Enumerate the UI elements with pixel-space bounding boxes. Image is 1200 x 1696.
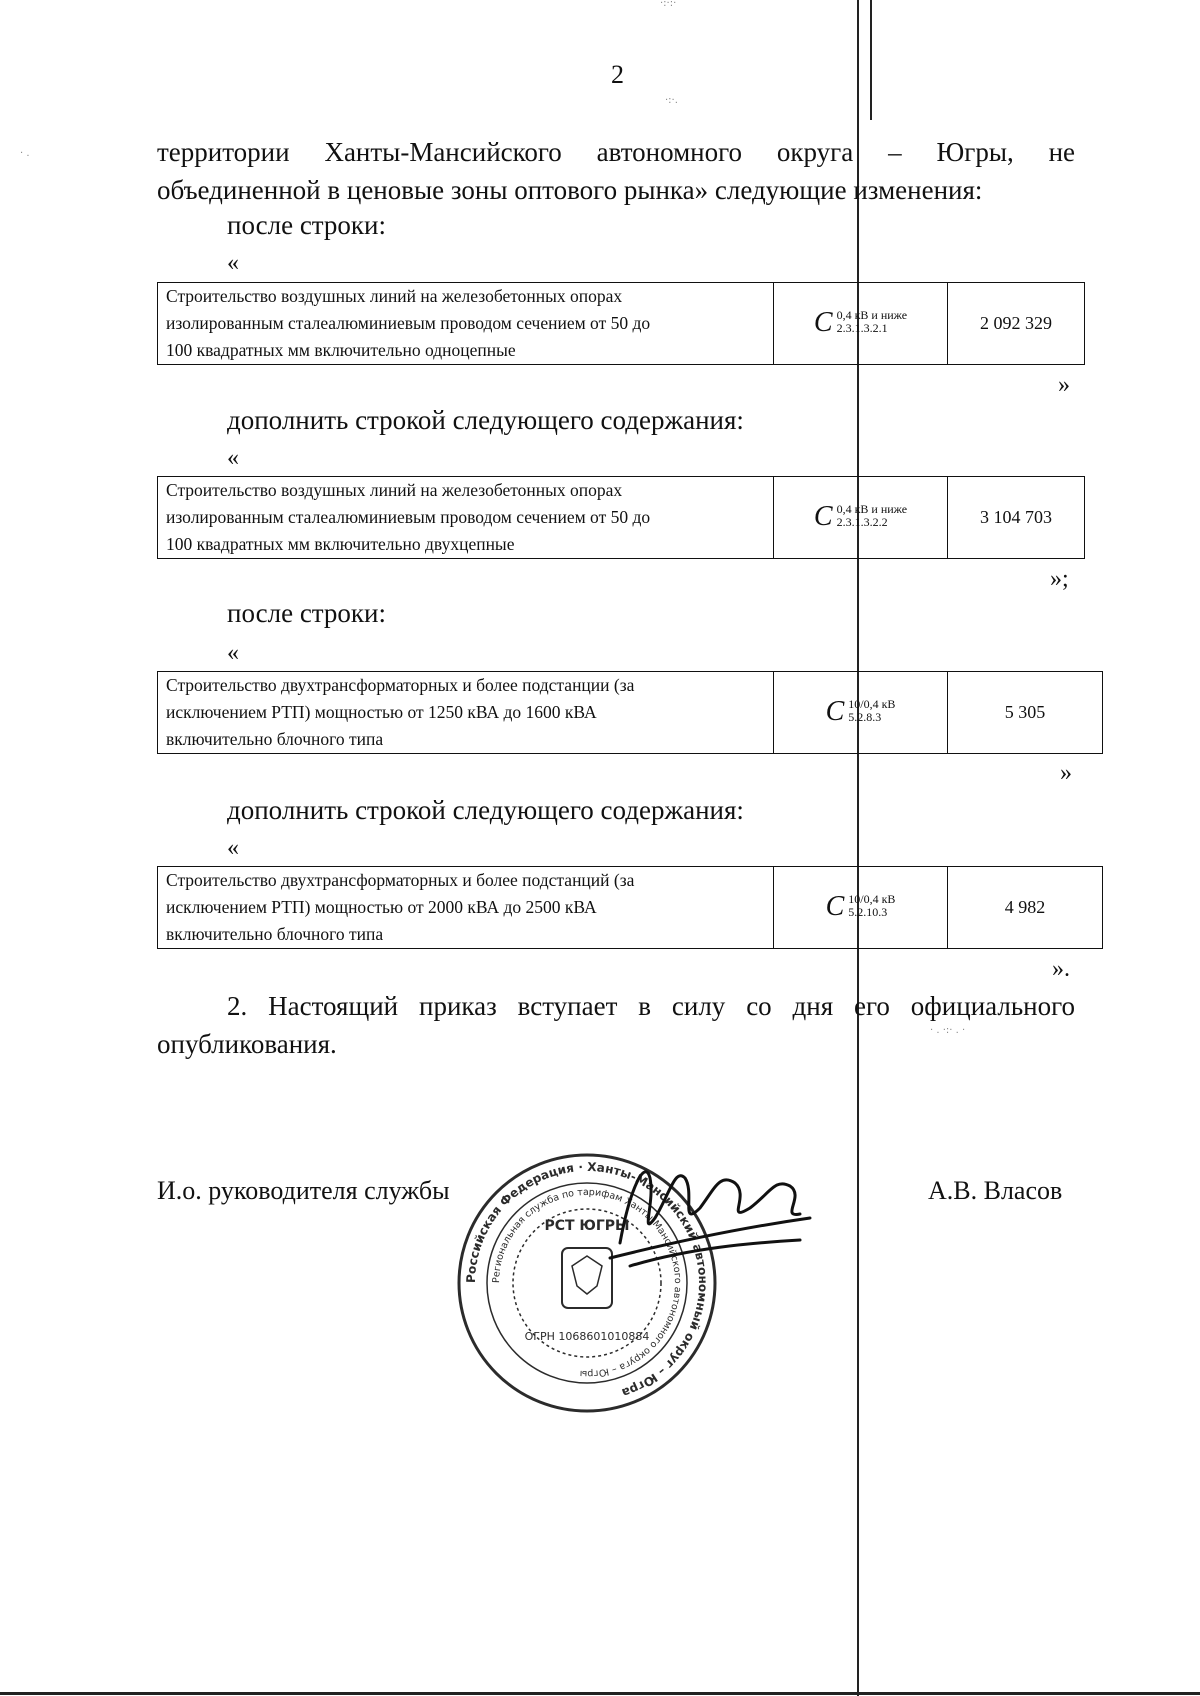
close-quote: » — [1060, 760, 1072, 786]
description-line: Строительство двухтрансформаторных и более подстанций (за — [166, 870, 635, 890]
close-quote: » — [1058, 372, 1070, 398]
clause-word: Настоящий — [268, 991, 399, 1021]
open-quote: « — [227, 640, 239, 666]
scan-speck: ·:·. — [665, 95, 678, 106]
table-row — [158, 477, 1085, 559]
clause-word: дня — [792, 991, 834, 1021]
row-value: 2 092 329 — [948, 283, 1085, 365]
table-row — [158, 867, 1103, 949]
open-quote: « — [227, 250, 239, 276]
description-line: Строительство воздушных линий на железобетонных опорах — [166, 286, 623, 306]
row-description — [158, 477, 774, 559]
description-line: изолированным сталеалюминиевым проводом сечением от 50 до — [166, 507, 651, 527]
code-letter: С — [813, 306, 833, 338]
scan-speck: · . — [20, 148, 30, 159]
scan-bottom-edge — [0, 1692, 1200, 1695]
row-value: 3 104 703 — [948, 477, 1085, 559]
intro-word: не — [1048, 137, 1076, 167]
clause-word: в — [638, 991, 652, 1021]
clause-word: его — [854, 991, 890, 1021]
row-description — [158, 867, 774, 949]
description-line: исключением РТП) мощностью от 2000 кВА до 2500 кВА — [166, 897, 597, 917]
open-quote: « — [227, 835, 239, 861]
table-row-block-4 — [157, 866, 1103, 949]
code-superscript: 10/0,4 кВ — [848, 697, 896, 711]
intro-word: автономного — [596, 137, 743, 167]
row-description — [158, 672, 774, 754]
block-label: после строки: — [227, 598, 386, 628]
row-description — [158, 283, 774, 365]
row-code — [774, 867, 948, 949]
block-label: после строки: — [227, 210, 386, 240]
intro-line-1 — [157, 134, 1075, 170]
intro-word: – — [888, 137, 902, 167]
svg-text:РСТ ЮГРЫ: РСТ ЮГРЫ — [544, 1218, 630, 1234]
description-line: Строительство двухтрансформаторных и более подстанции (за — [166, 675, 635, 695]
table-row — [158, 672, 1103, 754]
description-line: исключением РТП) мощностью от 1250 кВА до 1600 кВА — [166, 702, 597, 722]
block-label: дополнить строкой следующего содержания: — [227, 405, 744, 435]
intro-word: территории — [157, 137, 290, 167]
row-value: 4 982 — [948, 867, 1103, 949]
scan-speck: ·:·:· — [660, 0, 677, 9]
intro-word: округа — [776, 137, 854, 167]
signer-title: И.о. руководителя службы — [157, 1176, 450, 1205]
code-subscript: 5.2.8.3 — [848, 710, 882, 724]
page-number: 2 — [611, 60, 624, 89]
open-quote: « — [227, 445, 239, 471]
scan-speck: · . ·:· . · — [930, 1025, 966, 1036]
row-code — [774, 283, 948, 365]
handwritten-signature — [600, 1148, 820, 1278]
row-value: 5 305 — [948, 672, 1103, 754]
signer-name: А.В. Власов — [928, 1176, 1063, 1205]
row-code — [774, 672, 948, 754]
clause-word: силу — [671, 991, 726, 1021]
clause-word: официального — [910, 991, 1075, 1021]
code-letter: С — [813, 500, 833, 532]
scan-fold-line — [857, 0, 859, 1696]
code-subscript: 5.2.10.3 — [848, 905, 888, 919]
description-line: 100 квадратных мм включительно двухцепные — [166, 534, 515, 554]
clause-2-line-2: опубликования. — [157, 1029, 337, 1059]
code-superscript: 0,4 кВ и ниже — [836, 502, 908, 516]
intro-word: Ханты-Мансийского — [324, 137, 562, 167]
description-line: включительно блочного типа — [166, 729, 384, 749]
code-subscript: 2.3.1.3.2.1 — [836, 321, 888, 335]
clause-word: 2. — [227, 991, 248, 1021]
svg-text:Региональная служба по тарифам: Региональная служба по тарифам Ханты-Мансийского автономного округа – Югры — [490, 1186, 684, 1380]
svg-text:ОГРН 1068601010884: ОГРН 1068601010884 — [524, 1330, 650, 1343]
description-line: включительно блочного типа — [166, 924, 384, 944]
description-line: Строительство воздушных линий на железобетонных опорах — [166, 480, 623, 500]
row-code — [774, 477, 948, 559]
description-line: изолированным сталеалюминиевым проводом сечением от 50 до — [166, 313, 651, 333]
clause-2-line-1 — [227, 988, 1075, 1024]
code-superscript: 0,4 кВ и ниже — [836, 308, 908, 322]
code-letter: С — [825, 695, 845, 727]
intro-line-2: объединенной в ценовые зоны оптового рынка» следующие изменения: — [157, 175, 983, 205]
code-subscript: 2.3.1.3.2.2 — [836, 515, 888, 529]
close-quote: »; — [1050, 566, 1069, 592]
code-letter: С — [825, 890, 845, 922]
block-label: дополнить строкой следующего содержания: — [227, 795, 744, 825]
clause-word: приказ — [419, 991, 497, 1021]
clause-word: со — [746, 991, 772, 1021]
close-quote: ». — [1052, 956, 1070, 982]
intro-word: Югры, — [936, 137, 1014, 167]
description-line: 100 квадратных мм включительно одноцепные — [166, 340, 516, 360]
svg-text:Российская Федерация · Ханты-М: Российская Федерация · Ханты-Мансийский автономный округ – Югра — [463, 1159, 711, 1401]
table-row-block-1 — [157, 282, 1085, 365]
table-row-block-3 — [157, 671, 1103, 754]
table-row-block-2 — [157, 476, 1085, 559]
table-row — [158, 283, 1085, 365]
code-superscript: 10/0,4 кВ — [848, 892, 896, 906]
clause-word: вступает — [517, 991, 618, 1021]
